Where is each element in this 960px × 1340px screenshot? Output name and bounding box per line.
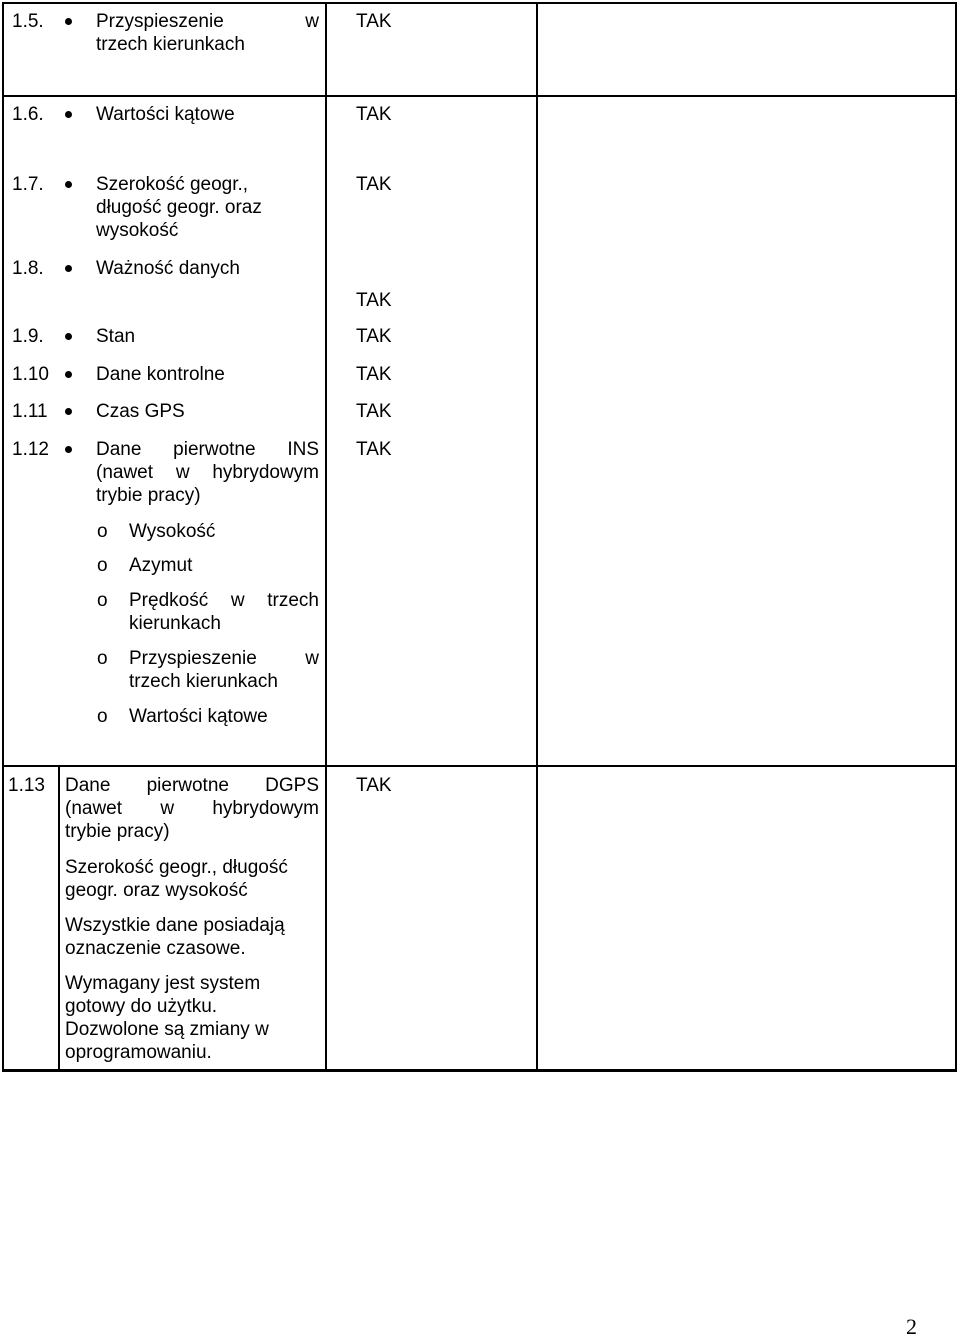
table-border-right <box>955 2 957 1072</box>
note-paragraph: oprogramowaniu. <box>65 1042 212 1063</box>
sub-item-label: kierunkach <box>129 613 221 634</box>
bullet-icon <box>65 371 72 378</box>
sub-item-label: Przyspieszenie w <box>129 648 319 669</box>
bullet-icon <box>65 181 72 188</box>
row-number: 1.10 <box>12 364 49 385</box>
sub-bullet-marker: o <box>97 555 108 576</box>
row-number: 1.6. <box>12 104 44 125</box>
table-border-left <box>2 2 4 1072</box>
row-description: Szerokość geogr., <box>96 174 249 195</box>
sub-bullet-marker: o <box>97 648 108 669</box>
row-description: Dane pierwotne DGPS <box>65 775 319 796</box>
sub-bullet-marker: o <box>97 521 108 542</box>
column-divider-notes <box>536 2 538 1072</box>
row-description: wysokość <box>96 220 179 241</box>
row-value: TAK <box>356 401 392 422</box>
note-paragraph: geogr. oraz wysokość <box>65 880 248 901</box>
row-value: TAK <box>356 104 392 125</box>
row-value: TAK <box>356 439 392 460</box>
column-divider-number-1-13 <box>58 765 60 1071</box>
row-number: 1.9. <box>12 326 44 347</box>
row-description: (nawet w hybrydowym <box>96 462 319 483</box>
row-value: TAK <box>356 364 392 385</box>
note-paragraph: Szerokość geogr., długość <box>65 857 288 878</box>
row-value: TAK <box>356 174 392 195</box>
row-divider-1-5 <box>2 95 957 97</box>
bullet-icon <box>65 265 72 272</box>
row-number: 1.7. <box>12 174 44 195</box>
row-description: Czas GPS <box>96 401 185 422</box>
note-paragraph: Wszystkie dane posiadają <box>65 915 285 936</box>
row-description: trybie pracy) <box>96 485 201 506</box>
row-description: Przyspieszenie w <box>96 11 319 32</box>
sub-item-label: trzech kierunkach <box>129 671 278 692</box>
row-value: TAK <box>356 326 392 347</box>
bullet-icon <box>65 333 72 340</box>
row-number: 1.8. <box>12 258 44 279</box>
sub-item-label: Azymut <box>129 555 193 576</box>
row-description: (nawet w hybrydowym <box>65 798 319 819</box>
row-description: Dane pierwotne INS <box>96 439 319 460</box>
table-border-top <box>2 2 957 4</box>
page-number: 2 <box>906 1314 917 1339</box>
sub-bullet-marker: o <box>97 706 108 727</box>
row-value: TAK <box>356 775 392 796</box>
row-number: 1.13 <box>8 775 45 796</box>
row-description: Stan <box>96 326 136 347</box>
note-paragraph: Wymagany jest system <box>65 973 261 994</box>
sub-item-label: Wartości kątowe <box>129 706 268 727</box>
sub-item-label: Wysokość <box>129 521 216 542</box>
bullet-icon <box>65 18 72 25</box>
bullet-icon <box>65 408 72 415</box>
row-number: 1.12 <box>12 439 49 460</box>
row-description: trzech kierunkach <box>96 34 245 55</box>
note-paragraph: oznaczenie czasowe. <box>65 938 246 959</box>
note-paragraph: Dozwolone są zmiany w <box>65 1019 269 1040</box>
row-description: Ważność danych <box>96 258 240 279</box>
row-number: 1.11 <box>12 401 48 422</box>
bullet-icon <box>65 111 72 118</box>
table-border-bottom <box>2 1069 957 1072</box>
column-divider-value <box>325 2 327 1072</box>
row-value: TAK <box>356 290 392 311</box>
sub-item-label: Prędkość w trzech <box>129 590 319 611</box>
row-number: 1.5. <box>12 11 44 32</box>
row-description: trybie pracy) <box>65 821 170 842</box>
row-description: długość geogr. oraz <box>96 197 262 218</box>
row-description: Wartości kątowe <box>96 104 235 125</box>
row-description: Dane kontrolne <box>96 364 225 385</box>
row-value: TAK <box>356 11 392 32</box>
sub-bullet-marker: o <box>97 590 108 611</box>
row-divider-1-13 <box>2 765 957 767</box>
bullet-icon <box>65 446 72 453</box>
note-paragraph: gotowy do użytku. <box>65 996 218 1017</box>
